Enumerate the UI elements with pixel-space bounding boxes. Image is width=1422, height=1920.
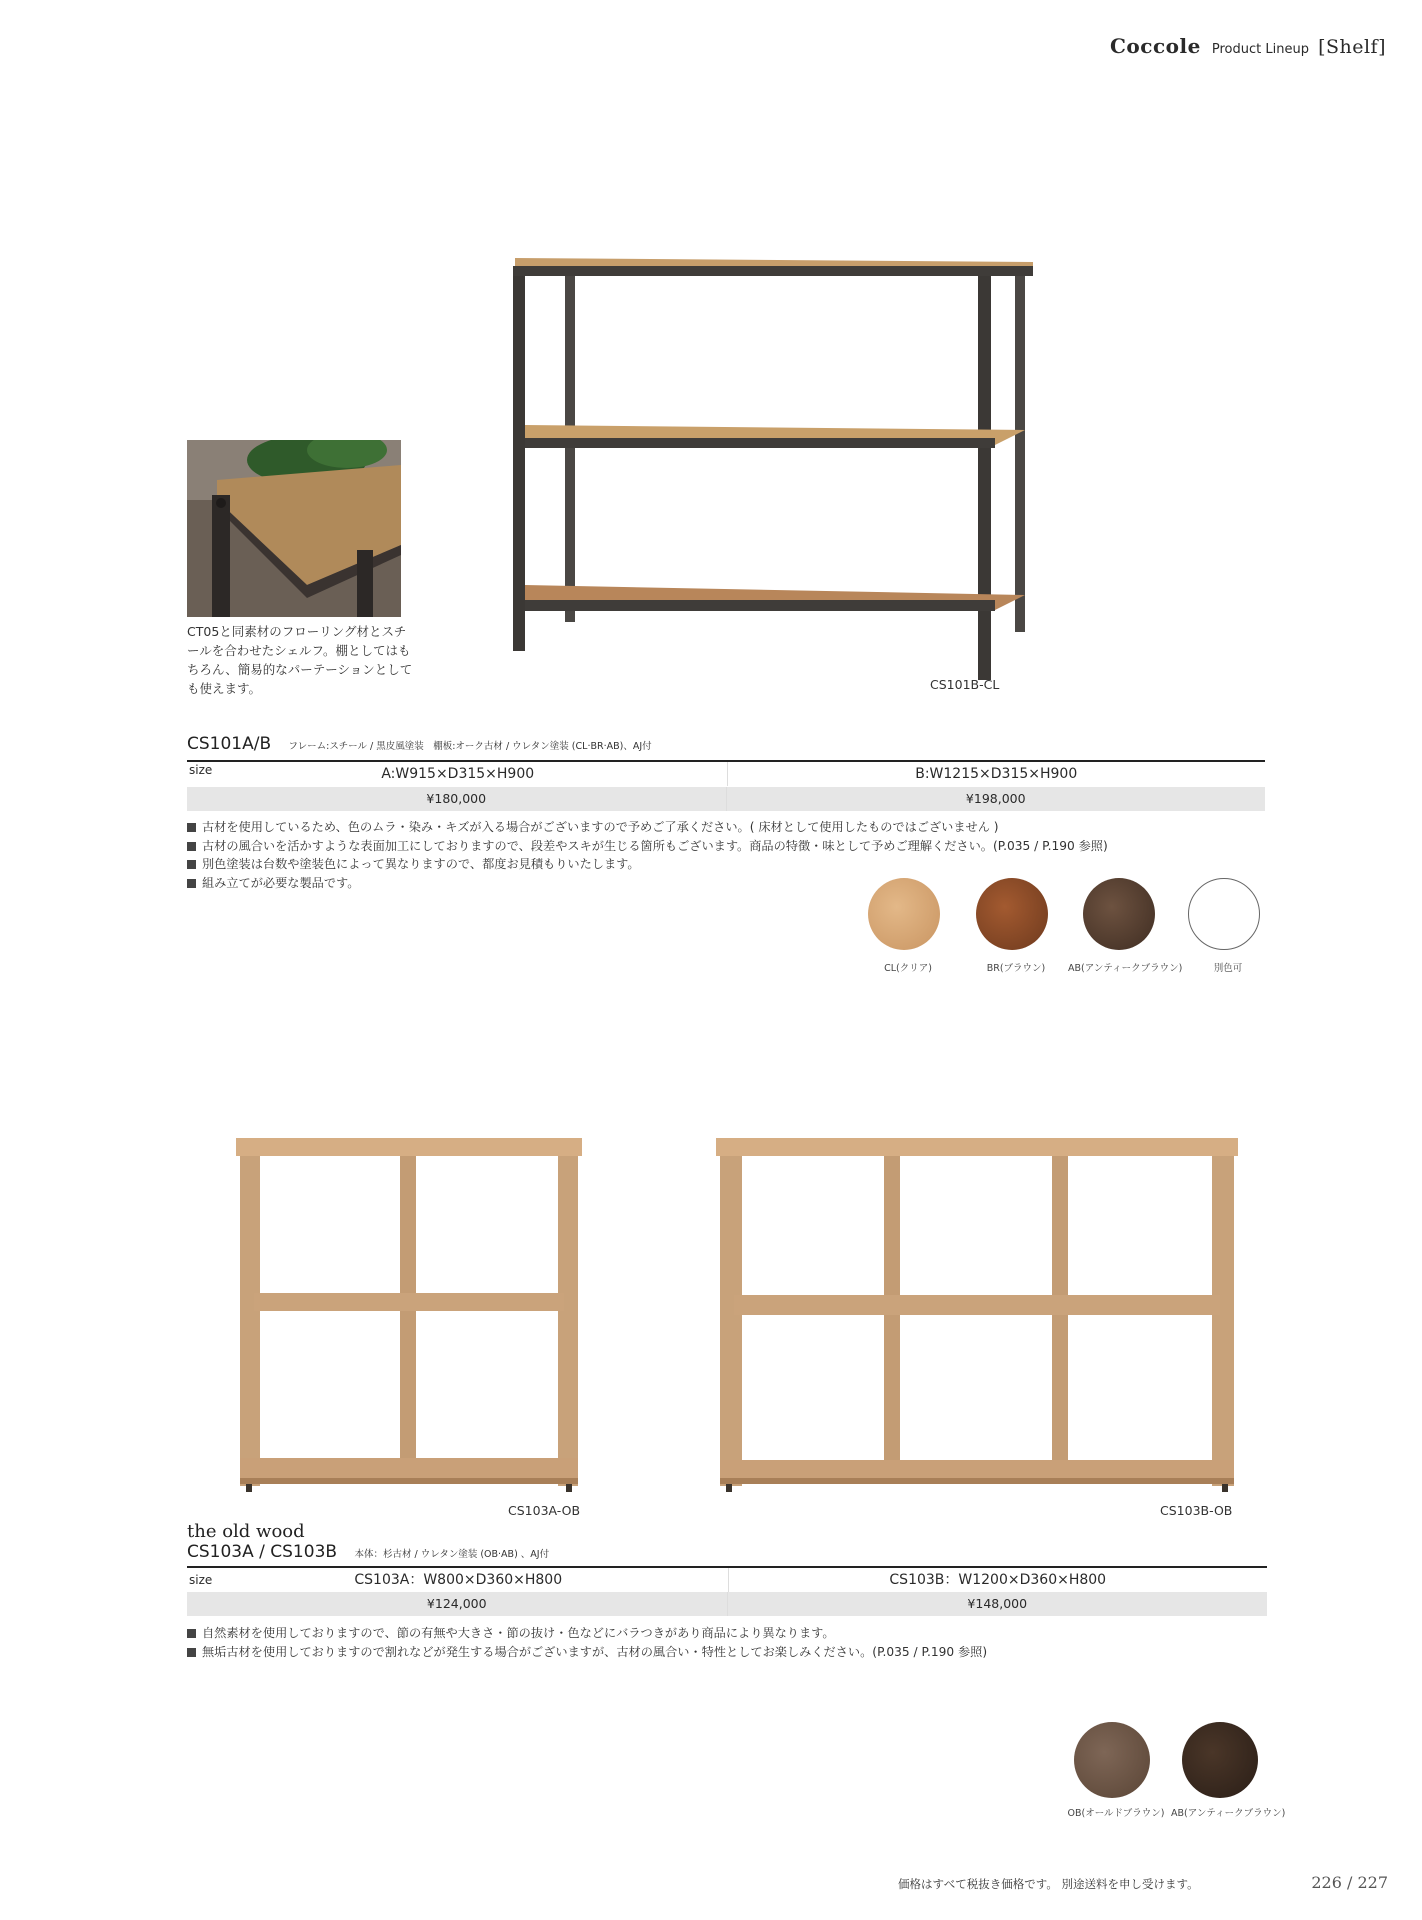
swatch-label: OB(オールドブラウン)	[1067, 1808, 1165, 1819]
swatch-br	[976, 878, 1048, 950]
price-cell-b: ¥148,000	[967, 1596, 1028, 1611]
swatch-circle	[1083, 878, 1155, 950]
swatch-ob	[1074, 1722, 1150, 1798]
shelf-photo-cs101b	[505, 250, 1035, 680]
product-model-header	[187, 734, 652, 754]
size-row	[187, 1568, 1267, 1592]
note-item: 無垢古材を使用しておりますので割れなどが発生する場合がございますが、古材の風合い・特性としてお楽しみください。(P.035 / P.190 参照)	[187, 1643, 987, 1662]
product-description: CT05と同素材のフローリング材とスチールを合わせたシェルフ。棚としてはもちろん、簡易的なパーテーションとしても使えます。	[187, 624, 413, 696]
notes-list	[187, 1624, 987, 1661]
shelf-photo-cs103a	[236, 1138, 584, 1496]
price-row	[187, 787, 1265, 811]
tax-note: 価格はすべて税抜き価格です。 別途送料を申し受けます。	[898, 1877, 1199, 1891]
swatch-label: 別色可	[1213, 963, 1243, 974]
size-row	[187, 762, 1265, 786]
notes-list	[187, 818, 1108, 892]
bullet-icon	[187, 1648, 196, 1657]
note-item: 自然素材を使用しておりますので、節の有無や大きさ・節の抜け・色などにバラつきがあり商品により異なります。	[187, 1624, 987, 1643]
shelf-caption: CS103B-OB	[1160, 1503, 1233, 1518]
model-name: CS103A / CS103B	[187, 1542, 338, 1562]
swatch-circle	[1074, 1722, 1150, 1798]
swatch-circle	[976, 878, 1048, 950]
swatch-circle	[1182, 1722, 1258, 1798]
swatch-label: AB(アンティークブラウン)	[1068, 963, 1183, 974]
category-label: [Shelf]	[1318, 36, 1386, 58]
model-name: CS101A/B	[187, 734, 272, 754]
note-item: 古材の風合いを活かすような表面加工にしておりますので、段差やスキが生じる箇所もございます。商品の特徴・味として予めご理解ください。(P.035 / P.190 参照)	[187, 837, 1108, 856]
size-cell-a: CS103A：W800×D360×H800	[354, 1572, 563, 1588]
detail-photo	[187, 440, 401, 617]
note-item: 組み立てが必要な製品です。	[187, 874, 1108, 893]
shelf-photo-cs103b	[716, 1138, 1240, 1496]
swatch-label: BR(ブラウン)	[986, 963, 1046, 974]
swatch-ab2	[1182, 1722, 1258, 1798]
series-name: the old wood	[187, 1521, 305, 1542]
bullet-icon	[187, 860, 196, 869]
size-label: size	[189, 1573, 213, 1587]
swatch-label: AB(アンティークブラウン)	[1171, 1808, 1286, 1819]
swatch-circle	[1188, 878, 1260, 950]
swatch-cl	[868, 878, 940, 950]
shelf-photo-caption: CS101B-CL	[930, 677, 1000, 692]
swatch-label: CL(クリア)	[884, 963, 932, 974]
note-item: 別色塗装は台数や塗装色によって異なりますので、都度お見積もりいたします。	[187, 855, 1108, 874]
page-header	[1110, 34, 1386, 58]
price-cell-a: ¥180,000	[426, 791, 487, 806]
materials-text: 本体：杉古材 / ウレタン塗装 (OB·AB) 、AJ付	[354, 1549, 550, 1560]
bullet-icon	[187, 842, 196, 851]
page-number: 226 / 227	[1311, 1873, 1388, 1892]
note-item: 古材を使用しているため、色のムラ・染み・キズが入る場合がございますので予めご了承ください。( 床材として使用したものではございません )	[187, 818, 1108, 837]
product-model-header	[187, 1542, 549, 1562]
swatch-other	[1188, 878, 1260, 950]
bullet-icon	[187, 823, 196, 832]
swatch-ab	[1083, 878, 1155, 950]
size-cell-b: B:W1215×D315×H900	[915, 766, 1078, 782]
price-cell-a: ¥124,000	[426, 1596, 487, 1611]
materials-text: フレーム:スチール / 黒皮風塗装 棚板:オーク古材 / ウレタン塗装 (CL·BR·AB)、AJ付	[288, 741, 652, 752]
size-cell-b: CS103B：W1200×D360×H800	[889, 1572, 1107, 1588]
bullet-icon	[187, 1629, 196, 1638]
size-cell-a: A:W915×D315×H900	[381, 766, 535, 782]
price-cell-b: ¥198,000	[965, 791, 1026, 806]
swatch-circle	[868, 878, 940, 950]
brand-name: Coccole	[1110, 34, 1201, 58]
shelf-caption: CS103A-OB	[508, 1503, 581, 1518]
bullet-icon	[187, 879, 196, 888]
size-label: size	[189, 763, 213, 777]
price-row	[187, 1592, 1267, 1616]
lineup-label: Product Lineup	[1211, 42, 1309, 57]
